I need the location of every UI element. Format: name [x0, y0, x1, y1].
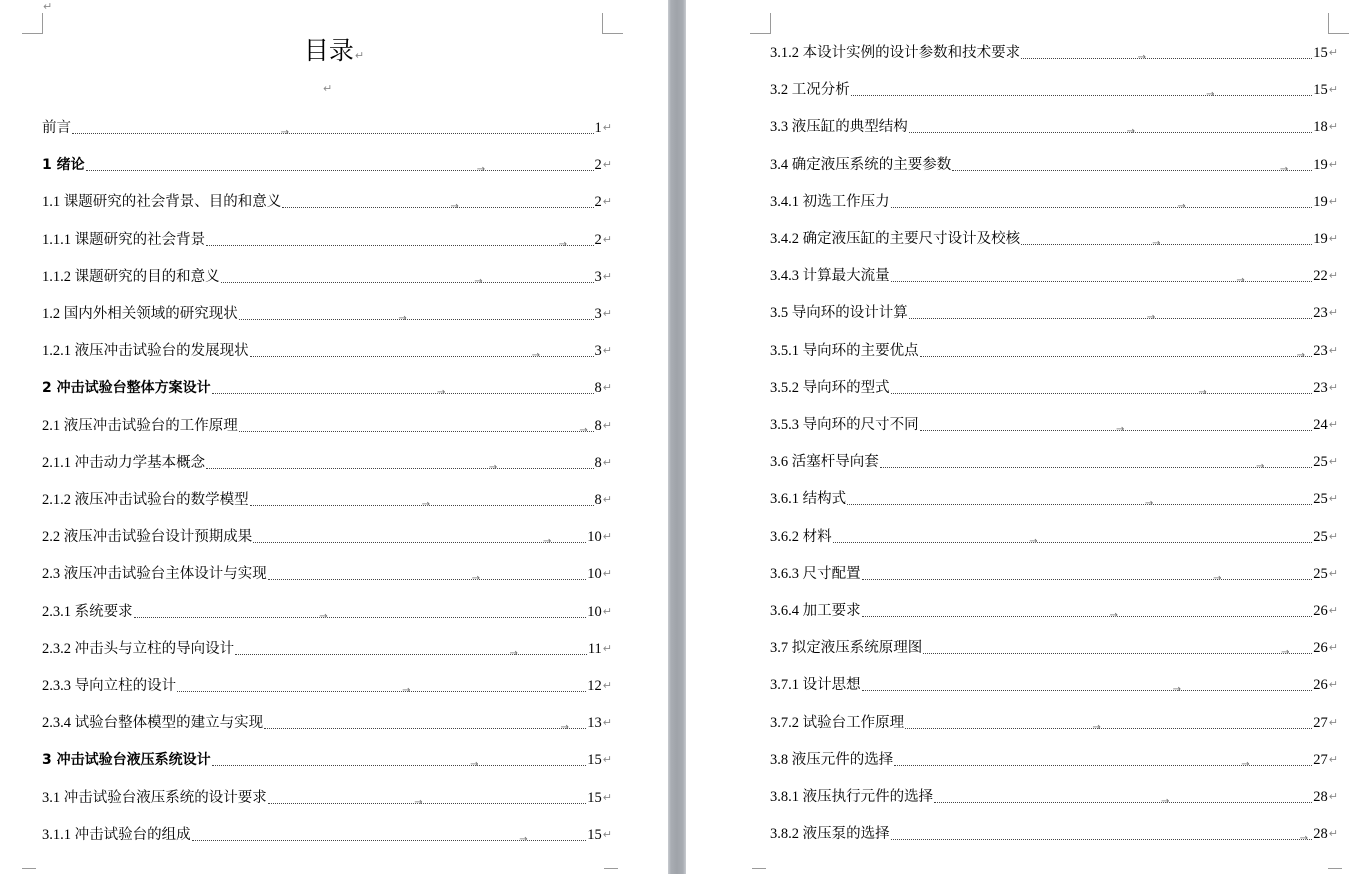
- tab-mark: →: [1092, 721, 1101, 733]
- toc-entry-label: 3.6.1 结构式: [770, 491, 847, 508]
- toc-entry-page-number: 25: [1313, 565, 1328, 582]
- toc-entry[interactable]: [770, 117, 1338, 137]
- paragraph-mark: ↵: [1328, 83, 1338, 97]
- toc-entry-label: 前言: [42, 120, 71, 136]
- toc-entry-label: 1 绪论: [42, 157, 85, 174]
- toc-leader-dots: [134, 610, 587, 622]
- toc-leader-dots: [72, 127, 594, 138]
- toc-entry-label: 3.8.1 液压执行元件的选择: [770, 789, 934, 805]
- toc-leader-dots: [909, 126, 1313, 138]
- tab-mark: →: [1256, 461, 1265, 473]
- toc-entry[interactable]: [770, 378, 1338, 398]
- document-page-left[interactable]: [0, 0, 668, 874]
- toc-leader-dots: [221, 275, 594, 287]
- toc-leader-dots: [239, 424, 594, 436]
- tab-mark: →: [542, 536, 552, 548]
- toc-leader-dots: [862, 572, 1313, 584]
- toc-entry-label: 2.3.4 试验台整体模型的建立与实现: [42, 715, 264, 732]
- toc-entry[interactable]: [42, 602, 612, 622]
- tab-mark: →: [476, 164, 486, 176]
- paragraph-mark: ↵: [43, 0, 53, 13]
- paragraph-mark: ↵: [1328, 604, 1338, 617]
- paragraph-mark: ↵: [602, 679, 612, 692]
- toc-entry-page-number: 18: [1313, 119, 1328, 136]
- toc-entry-page-number: 1: [594, 120, 602, 136]
- toc-leader-dots: [891, 200, 1313, 212]
- toc-entry-label: 2.3.3 导向立柱的设计: [42, 678, 177, 694]
- paragraph-mark: ↵: [1328, 343, 1338, 357]
- paragraph-mark: ↵: [602, 753, 612, 767]
- paragraph-mark: ↵: [1328, 827, 1338, 841]
- toc-entry[interactable]: [42, 750, 612, 770]
- toc-entry-page-number: 25: [1313, 491, 1328, 508]
- toc-entry[interactable]: [42, 825, 612, 845]
- tab-mark: →: [1198, 386, 1207, 398]
- tab-mark: →: [470, 759, 479, 771]
- paragraph-mark: ↵: [602, 530, 612, 544]
- tab-mark: →: [1115, 424, 1125, 435]
- tab-mark: →: [1296, 349, 1305, 361]
- toc-entry-page-number: 23: [1313, 342, 1328, 359]
- toc-entry[interactable]: [770, 601, 1338, 621]
- toc-leader-dots: [862, 684, 1313, 696]
- tab-mark: →: [1161, 796, 1170, 807]
- toc-entry-page-number: 23: [1313, 379, 1328, 396]
- toc-entry-label: 2 冲击试验台整体方案设计: [42, 380, 211, 397]
- toc-entry[interactable]: [42, 118, 612, 138]
- tab-mark: →: [560, 722, 569, 734]
- toc-leader-dots: [851, 89, 1313, 101]
- paragraph-mark: ↵: [1328, 194, 1338, 208]
- toc-entry[interactable]: [42, 267, 612, 287]
- tab-mark: →: [398, 313, 407, 324]
- paragraph-mark: ↵: [323, 82, 333, 95]
- paragraph-mark: ↵: [602, 827, 612, 841]
- toc-entry[interactable]: [770, 303, 1338, 323]
- tab-mark: →: [1144, 498, 1154, 510]
- toc-entry-page-number: 27: [1313, 714, 1328, 731]
- toc-entry[interactable]: [42, 192, 612, 212]
- crop-mark-bottom-left: [752, 868, 766, 869]
- toc-entry[interactable]: [770, 489, 1338, 509]
- toc-entry-label: 1.1.1 课题研究的社会背景: [42, 231, 206, 248]
- paragraph-mark: ↵: [602, 493, 612, 506]
- tab-mark: →: [519, 833, 528, 845]
- toc-entry-page-number: 3: [594, 306, 602, 322]
- toc-entry[interactable]: [42, 304, 612, 324]
- toc-leader-dots: [86, 164, 594, 176]
- tab-mark: →: [1206, 89, 1215, 101]
- toc-entry-page-number: 11: [587, 640, 602, 657]
- tab-mark: →: [1279, 163, 1289, 175]
- toc-entry-page-number: 19: [1313, 231, 1328, 247]
- tab-mark: →: [558, 238, 568, 250]
- toc-entry-label: 3.6.3 尺寸配置: [770, 565, 861, 582]
- toc-entry-page-number: 8: [594, 492, 602, 508]
- toc-leader-dots: [920, 349, 1313, 361]
- tab-mark: →: [531, 350, 541, 362]
- toc-entry[interactable]: [770, 713, 1338, 733]
- toc-entry[interactable]: [42, 378, 612, 398]
- toc-entry[interactable]: [770, 452, 1338, 472]
- toc-entry-page-number: 13: [587, 715, 602, 732]
- toc-leader-dots: [934, 796, 1312, 807]
- toc-entry-label: 3.4.2 确定液压缸的主要尺寸设计及校核: [770, 231, 1021, 247]
- toc-leader-dots: [833, 535, 1313, 547]
- paragraph-mark: ↵: [1328, 157, 1338, 171]
- paragraph-mark: ↵: [354, 49, 365, 62]
- toc-entry[interactable]: [770, 750, 1338, 770]
- toc-entry-page-number: 8: [594, 454, 602, 471]
- paragraph-mark: ↵: [602, 381, 612, 395]
- toc-title[interactable]: [0, 34, 668, 73]
- toc-entry[interactable]: [770, 787, 1338, 807]
- toc-entry-page-number: 10: [587, 529, 602, 546]
- tab-mark: →: [1029, 535, 1038, 547]
- toc-leader-dots: [282, 201, 593, 213]
- toc-entry[interactable]: [42, 341, 612, 361]
- toc-entry-label: 2.3 液压冲击试验台主体设计与实现: [42, 566, 267, 583]
- paragraph-mark: ↵: [602, 604, 612, 618]
- toc-entry[interactable]: [42, 155, 612, 175]
- tab-mark: →: [1241, 758, 1250, 770]
- toc-entry-page-number: 15: [1313, 82, 1328, 99]
- paragraph-mark: ↵: [1328, 418, 1338, 431]
- paragraph-mark: ↵: [1328, 120, 1338, 134]
- toc-leader-dots: [1021, 238, 1312, 249]
- toc-entry[interactable]: [770, 638, 1338, 658]
- toc-entry-page-number: 3: [594, 343, 602, 360]
- toc-entry-label: 3.5.2 导向环的型式: [770, 379, 890, 396]
- toc-entry[interactable]: [770, 266, 1338, 286]
- toc-entry[interactable]: [42, 527, 612, 547]
- toc-entry-page-number: 26: [1313, 640, 1328, 657]
- toc-entry-label: 2.3.1 系统要求: [42, 603, 133, 620]
- paragraph-mark: ↵: [602, 716, 612, 730]
- tab-mark: →: [488, 461, 498, 473]
- toc-entry-page-number: 23: [1313, 305, 1328, 322]
- toc-entry[interactable]: [770, 43, 1338, 63]
- toc-leader-dots: [250, 350, 594, 362]
- toc-entry-page-number: 15: [587, 789, 602, 806]
- toc-leader-dots: [894, 758, 1312, 770]
- toc-entry-label: 3.7.1 设计思想: [770, 677, 861, 694]
- toc-entry[interactable]: [770, 564, 1338, 584]
- toc-leader-dots: [206, 238, 593, 250]
- toc-entry[interactable]: [42, 490, 612, 510]
- toc-entry-page-number: 8: [594, 380, 602, 397]
- tab-mark: →: [1152, 238, 1161, 249]
- crop-mark-top-right: [1328, 13, 1349, 34]
- toc-entry[interactable]: [42, 230, 612, 250]
- tab-mark: →: [471, 573, 480, 585]
- page-gutter: [668, 0, 686, 874]
- toc-leader-dots: [891, 275, 1313, 287]
- toc-entry[interactable]: [42, 639, 612, 659]
- paragraph-mark: ↵: [602, 195, 612, 209]
- paragraph-mark: ↵: [602, 307, 612, 320]
- paragraph-mark: ↵: [602, 158, 612, 172]
- tab-mark: →: [436, 387, 446, 399]
- toc-entry[interactable]: [42, 713, 612, 733]
- tab-mark: →: [402, 685, 411, 696]
- tab-mark: →: [1126, 126, 1136, 138]
- paragraph-mark: ↵: [1328, 46, 1338, 59]
- toc-leader-dots: [268, 573, 587, 585]
- paragraph-mark: ↵: [1328, 492, 1338, 506]
- toc-entry-page-number: 27: [1313, 751, 1328, 768]
- toc-leader-dots: [235, 647, 587, 659]
- toc-entry-label: 3.8.2 液压泵的选择: [770, 826, 890, 843]
- toc-entry-page-number: 24: [1313, 417, 1328, 433]
- tab-mark: →: [1213, 572, 1222, 584]
- paragraph-mark: ↵: [1328, 790, 1338, 803]
- toc-entry-page-number: 3: [594, 268, 602, 285]
- paragraph-mark: ↵: [1328, 529, 1338, 543]
- toc-leader-dots: [268, 796, 587, 808]
- toc-entry-page-number: 15: [587, 752, 602, 769]
- toc-entry-label: 3.5.3 导向环的尺寸不同: [770, 417, 919, 433]
- toc-entry-label: 2.1.2 液压冲击试验台的数学模型: [42, 492, 249, 508]
- toc-entry-page-number: 19: [1313, 193, 1328, 210]
- toc-entry[interactable]: [42, 453, 612, 473]
- paragraph-mark: ↵: [1328, 455, 1338, 469]
- toc-entry[interactable]: [42, 564, 612, 584]
- crop-mark-bottom-right: [1328, 868, 1342, 869]
- toc-leader-dots: [212, 387, 594, 399]
- toc-entry-label: 3.6.4 加工要求: [770, 603, 861, 619]
- toc-entry-label: 3.5 导向环的设计计算: [770, 305, 908, 322]
- tab-mark: →: [1109, 610, 1118, 621]
- toc-entry-label: 1.2.1 液压冲击试验台的发展现状: [42, 343, 249, 360]
- paragraph-mark: ↵: [602, 790, 612, 804]
- toc-leader-dots: [905, 721, 1312, 733]
- toc-entry-page-number: 26: [1313, 677, 1328, 694]
- toc-leader-dots: [862, 610, 1313, 621]
- toc-entry[interactable]: [770, 824, 1338, 844]
- toc-entry-page-number: 15: [587, 826, 602, 843]
- paragraph-mark: ↵: [1328, 269, 1338, 283]
- toc-entry[interactable]: [770, 192, 1338, 212]
- paragraph-mark: ↵: [1328, 232, 1338, 245]
- toc-entry-page-number: 8: [594, 417, 602, 434]
- toc-entry-page-number: 25: [1313, 528, 1328, 545]
- paragraph-mark: ↵: [602, 269, 612, 283]
- paragraph-mark: ↵: [602, 418, 612, 432]
- toc-leader-dots: [212, 759, 587, 771]
- toc-entry-label: 2.2 液压冲击试验台设计预期成果: [42, 529, 253, 546]
- toc-entry-page-number: 28: [1313, 789, 1328, 805]
- toc-entry-label: 3.4.3 计算最大流量: [770, 268, 890, 285]
- tab-mark: →: [579, 424, 588, 436]
- crop-mark-bottom-left: [22, 868, 36, 869]
- tab-mark: →: [1299, 833, 1309, 845]
- toc-entry-label: 3.4.1 初选工作压力: [770, 193, 890, 210]
- toc-leader-dots: [891, 833, 1313, 845]
- toc-entry[interactable]: [42, 788, 612, 808]
- paragraph-mark: ↵: [1328, 641, 1338, 655]
- toc-entry[interactable]: [770, 155, 1338, 175]
- toc-entry-page-number: 10: [587, 603, 602, 620]
- toc-entry-label: 3.5.1 导向环的主要优点: [770, 342, 919, 359]
- toc-entry-label: 1.1.2 课题研究的目的和意义: [42, 268, 220, 285]
- crop-mark-bottom-right: [604, 868, 618, 869]
- paragraph-mark: ↵: [1328, 752, 1338, 766]
- paragraph-mark: ↵: [602, 641, 612, 655]
- toc-entry-label: 2.3.2 冲击头与立柱的导向设计: [42, 640, 235, 657]
- toc-entry-label: 1.1 课题研究的社会背景、目的和意义: [42, 194, 282, 211]
- toc-leader-dots: [206, 461, 593, 473]
- toc-entry-label: 3.7.2 试验台工作原理: [770, 714, 905, 731]
- paragraph-mark: ↵: [1328, 306, 1338, 320]
- toc-entry-page-number: 19: [1313, 156, 1328, 173]
- paragraph-mark: ↵: [1328, 715, 1338, 729]
- toc-entry[interactable]: [770, 80, 1338, 100]
- toc-leader-dots: [250, 499, 594, 510]
- tab-mark: →: [1137, 52, 1146, 63]
- toc-entry-label: 3.1.2 本设计实例的设计参数和技术要求: [770, 45, 1021, 61]
- crop-mark-top-right: [602, 13, 623, 34]
- tab-mark: →: [1236, 275, 1245, 287]
- paragraph-mark: ↵: [602, 121, 612, 134]
- toc-leader-dots: [891, 386, 1313, 398]
- toc-leader-dots: [239, 313, 594, 324]
- toc-entry-label: 3.8 液压元件的选择: [770, 751, 894, 768]
- toc-entry-page-number: 28: [1313, 826, 1328, 843]
- toc-entry-page-number: 26: [1313, 603, 1328, 619]
- toc-entry-label: 3.2 工况分析: [770, 82, 850, 99]
- paragraph-mark: ↵: [1328, 678, 1338, 692]
- tab-mark: →: [1281, 647, 1290, 659]
- toc-entry[interactable]: [42, 676, 612, 696]
- toc-leader-dots: [923, 647, 1312, 659]
- paragraph-mark: ↵: [602, 455, 612, 469]
- tab-mark: →: [509, 647, 518, 659]
- toc-entry-page-number: 15: [1313, 45, 1328, 61]
- tab-mark: →: [280, 127, 289, 138]
- toc-entry[interactable]: [770, 229, 1338, 249]
- toc-leader-dots: [264, 722, 586, 734]
- toc-entry[interactable]: [770, 675, 1338, 695]
- tab-mark: →: [474, 275, 483, 287]
- toc-entry-label: 3.6.2 材料: [770, 528, 832, 545]
- document-page-right[interactable]: [686, 0, 1356, 874]
- toc-entry-page-number: 2: [594, 231, 602, 248]
- toc-entry[interactable]: [770, 341, 1338, 361]
- toc-entry-page-number: 25: [1313, 454, 1328, 471]
- toc-leader-dots: [1021, 52, 1312, 63]
- toc-entry-label: 2.1 液压冲击试验台的工作原理: [42, 417, 238, 434]
- toc-entry-page-number: 2: [594, 157, 602, 174]
- toc-leader-dots: [952, 163, 1312, 175]
- toc-leader-dots: [909, 312, 1313, 324]
- toc-entry-label: 1.2 国内外相关领域的研究现状: [42, 306, 238, 322]
- toc-entry-page-number: 22: [1313, 268, 1328, 285]
- toc-entry-label: 3.1 冲击试验台液压系统的设计要求: [42, 789, 267, 806]
- toc-leader-dots: [880, 461, 1313, 473]
- toc-entry-label: 3.4 确定液压系统的主要参数: [770, 156, 952, 173]
- toc-leader-dots: [177, 685, 586, 696]
- paragraph-mark: ↵: [602, 344, 612, 358]
- toc-entry-label: 3.7 拟定液压系统原理图: [770, 640, 923, 657]
- toc-leader-dots: [920, 424, 1313, 435]
- paragraph-mark: ↵: [1328, 566, 1338, 580]
- tab-mark: →: [421, 499, 430, 510]
- paragraph-mark: ↵: [1328, 380, 1338, 394]
- toc-leader-dots: [253, 536, 586, 548]
- toc-entry-label: 3.1.1 冲击试验台的组成: [42, 826, 191, 843]
- toc-entry[interactable]: [770, 527, 1338, 547]
- toc-entry-page-number: 10: [587, 566, 602, 583]
- paragraph-mark: ↵: [602, 567, 612, 581]
- toc-entry-label: 2.1.1 冲击动力学基本概念: [42, 454, 206, 471]
- toc-entry-page-number: 12: [587, 678, 602, 694]
- crop-mark-top-left: [22, 13, 43, 34]
- toc-entry-page-number: 2: [594, 194, 602, 211]
- tab-mark: →: [1146, 312, 1156, 324]
- toc-entry-label: 3.3 液压缸的典型结构: [770, 119, 908, 136]
- tab-mark: →: [1172, 684, 1181, 696]
- toc-leader-dots: [192, 833, 587, 845]
- tab-mark: →: [450, 201, 459, 213]
- tab-mark: →: [414, 796, 423, 808]
- crop-mark-top-left: [750, 13, 771, 34]
- toc-leader-dots: [847, 498, 1312, 510]
- toc-entry[interactable]: [42, 416, 612, 436]
- toc-entry-label: 3 冲击试验台液压系统设计: [42, 752, 211, 769]
- tab-mark: →: [1177, 200, 1186, 212]
- paragraph-mark: ↵: [602, 232, 612, 246]
- toc-title-text: 目录: [303, 36, 354, 65]
- tab-mark: →: [319, 610, 328, 622]
- toc-entry-label: 3.6 活塞杆导向套: [770, 454, 879, 471]
- toc-entry[interactable]: [770, 415, 1338, 435]
